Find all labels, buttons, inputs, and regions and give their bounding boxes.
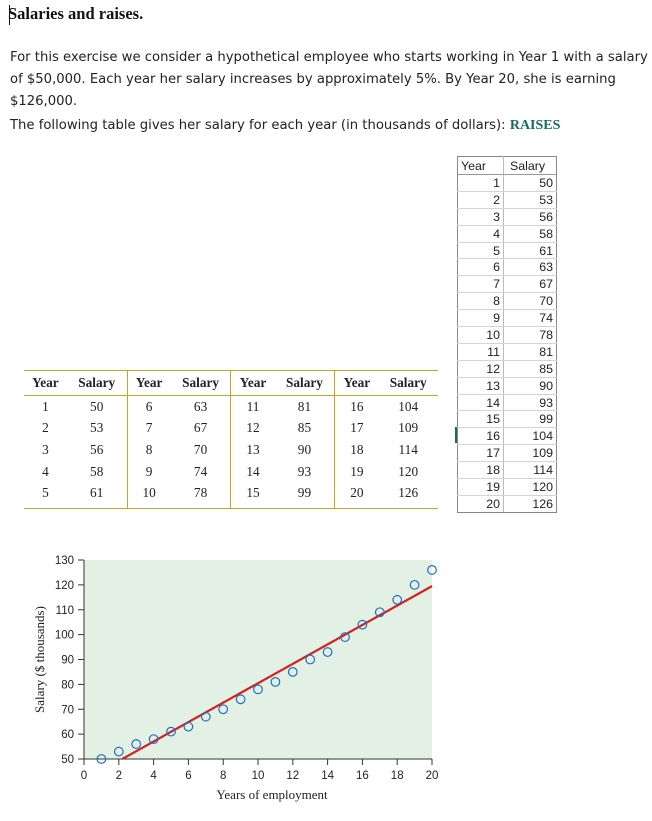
salary-cell: 114 [398,441,418,457]
year-cell: 1 [42,398,49,414]
y-tick-label: 80 [61,679,74,692]
salary-cell: 58 [67,461,127,483]
salary-cell: 61 [504,242,557,259]
salary-cell: 126 [378,482,438,508]
y-tick-label: 100 [54,629,74,642]
year-cell: 17 [350,420,364,436]
table-row [458,310,557,327]
table-row [24,418,438,440]
year-cell: 3 [458,208,504,225]
row-marker [455,427,457,443]
dataset-link[interactable]: RAISES [509,118,561,133]
year-cell: 6 [458,259,504,276]
book-table-header: Year [231,371,275,396]
y-axis-label: Salary ($ thousands) [32,606,47,713]
year-cell: 16 [458,428,504,445]
table-row [24,482,438,508]
salary-cell: 85 [275,418,335,440]
salary-cell: 53 [504,191,557,208]
table-row [458,462,557,479]
y-tick-label: 130 [54,555,74,567]
salary-cell: 81 [275,396,335,418]
year-cell: 15 [231,482,275,508]
salary-cell: 99 [275,482,335,508]
year-cell: 19 [458,479,504,496]
table-row [458,276,557,293]
salary-cell: 70 [171,439,231,461]
intro-line-3: $126,000. [10,94,78,109]
salary-cell: 70 [504,293,557,310]
salary-cell: 78 [504,327,557,344]
table-row [458,242,557,259]
year-cell: 1 [458,175,504,192]
table-row [458,360,557,377]
salary-data-table-body [458,175,557,513]
table-row [458,479,557,496]
y-tick-label: 50 [61,754,74,766]
table-row [458,259,557,276]
salary-cell: 104 [398,398,419,414]
year-cell: 16 [350,398,364,414]
salary-cell: 120 [504,479,557,496]
salary-cell: 85 [504,360,557,377]
salary-cell: 78 [171,482,231,508]
book-table-header: Salary [378,371,438,396]
x-tick-label: 16 [356,770,369,782]
year-cell: 13 [458,377,504,394]
year-cell: 4 [42,463,49,479]
year-cell: 17 [458,445,504,462]
table-row [24,396,438,418]
book-table-header: Salary [275,371,335,396]
salary-cell: 56 [67,439,127,461]
x-tick-label: 18 [390,770,404,782]
salary-data-table [457,156,557,513]
table-row [458,225,557,242]
salary-cell: 50 [67,396,127,418]
salary-cell: 93 [275,461,335,483]
salary-cell: 74 [171,461,231,483]
book-table-header: Year [24,371,67,396]
salary-cell: 109 [398,420,419,436]
year-column-header: Year [458,157,504,175]
intro-line-4 [10,115,560,137]
salary-cell: 114 [504,462,557,479]
salary-cell: 90 [504,377,557,394]
salary-cell: 56 [504,208,557,225]
year-cell: 12 [246,420,260,436]
year-cell: 8 [145,441,153,457]
x-tick-label: 2 [115,770,123,782]
y-tick-label: 120 [54,579,74,592]
y-tick-label: 60 [61,729,74,742]
salary-cell: 93 [504,394,557,411]
salary-cell: 61 [67,482,127,508]
year-cell: 14 [458,394,504,411]
table-row [458,191,557,208]
year-cell: 19 [350,463,364,479]
x-tick-label: 12 [286,770,300,782]
year-cell: 11 [458,343,504,360]
year-cell: 12 [458,360,504,377]
table-row [458,175,557,192]
salary-scatter-chart [0,545,460,810]
salary-cell: 90 [275,439,335,461]
year-cell: 2 [458,191,504,208]
book-table-header: Salary [171,371,231,396]
x-tick-label: 10 [251,770,265,782]
table-row [458,208,557,225]
year-cell: 2 [42,420,49,436]
salary-column-header: Salary [504,157,557,175]
year-cell: 4 [458,225,504,242]
x-tick-label: 4 [150,770,157,782]
y-tick-label: 90 [61,654,74,667]
year-cell: 20 [335,482,379,508]
year-cell: 5 [24,482,67,508]
year-cell: 20 [458,495,504,512]
page-title: Salaries and raises. [8,4,144,23]
salary-cell: 81 [504,343,557,360]
intro-line-4-text: The following table gives her salary for each year (in thousands of dollars): [10,118,510,133]
table-row [458,293,557,310]
year-cell: 18 [350,441,364,457]
salary-cell: 63 [504,259,557,276]
salary-cell: 53 [67,418,127,440]
book-table-header: Year [127,371,171,396]
salary-cell: 63 [171,396,231,418]
year-cell: 13 [246,441,260,457]
salary-cell: 109 [504,445,557,462]
year-cell: 9 [458,310,504,327]
year-cell: 18 [458,462,504,479]
table-row [458,377,557,394]
salary-cell: 50 [504,175,557,192]
table-row [458,495,557,512]
table-row [458,411,557,428]
year-cell: 7 [145,420,153,436]
x-tick-label: 14 [321,770,334,782]
year-cell: 14 [246,463,260,479]
x-tick-label: 6 [185,770,192,782]
year-cell: 9 [145,463,153,479]
year-cell: 5 [458,242,504,259]
year-cell: 6 [145,398,153,414]
table-row [458,428,557,445]
year-cell: 8 [458,293,504,310]
book-salary-table [24,370,438,509]
x-tick-label: 0 [80,770,88,782]
table-row [458,394,557,411]
year-cell: 11 [246,398,260,414]
salary-cell: 74 [504,310,557,327]
salary-cell: 126 [504,495,557,512]
table-row [458,327,557,344]
intro-line-2: of $50,000. Each year her salary increases by approximately 5%. By Year 20, she is earning [10,72,616,87]
salary-cell: 67 [171,418,231,440]
table-row [24,461,438,483]
year-cell: 7 [458,276,504,293]
salary-cell: 58 [504,225,557,242]
table-row [458,445,557,462]
book-salary-table-body [24,396,438,509]
salary-cell: 99 [504,411,557,428]
salary-cell: 104 [504,428,557,445]
salary-cell: 120 [398,463,419,479]
intro-line-1: For this exercise we consider a hypothetical employee who starts working in Year 1 with a salary [10,50,648,65]
year-cell: 10 [127,482,171,508]
table-row [24,439,438,461]
y-tick-label: 110 [55,604,74,617]
x-axis-label: Years of employment [216,787,328,802]
table-row [458,343,557,360]
salary-cell: 67 [504,276,557,293]
year-cell: 10 [458,327,504,344]
year-cell: 3 [42,441,49,457]
plot-area [84,560,432,759]
year-cell: 15 [458,411,504,428]
x-tick-label: 20 [425,770,439,782]
x-tick-label: 8 [219,770,227,782]
book-table-header: Year [335,371,379,396]
book-table-header: Salary [67,371,127,396]
y-tick-label: 70 [61,704,74,717]
